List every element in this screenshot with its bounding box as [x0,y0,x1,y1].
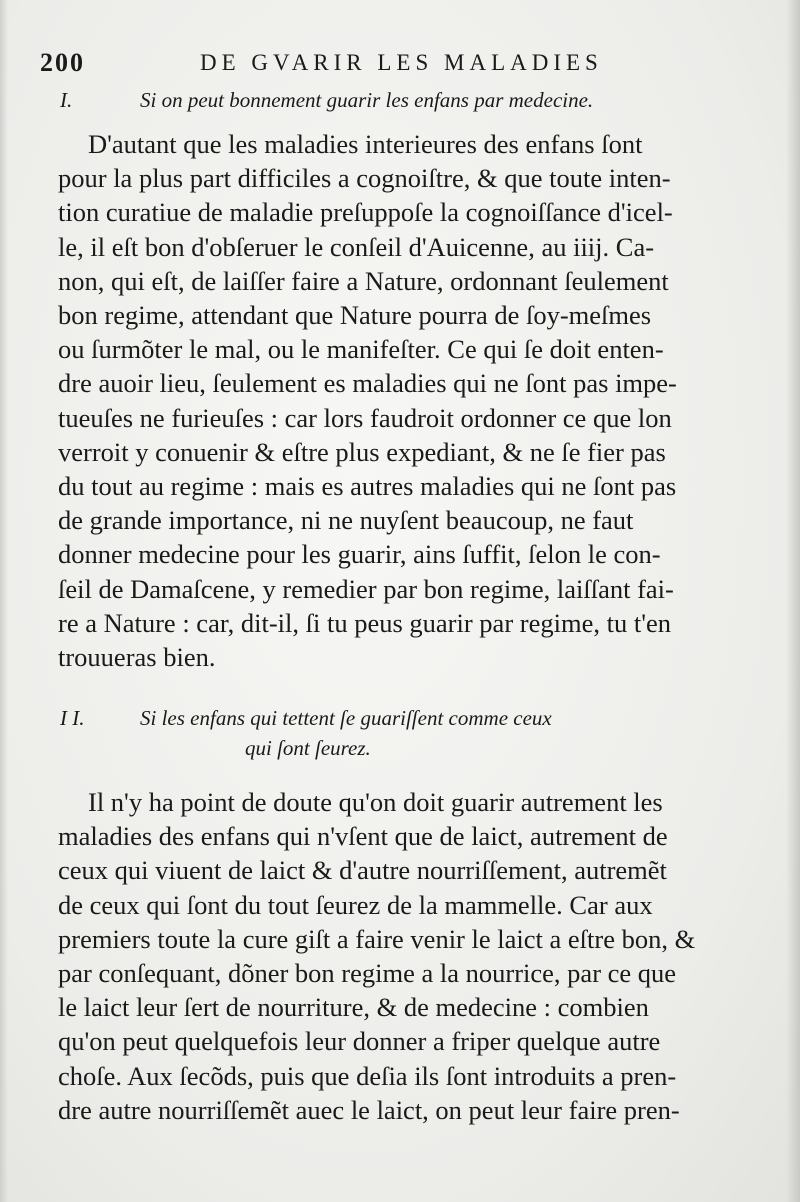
text-line: choſe. Aux ſecõds, puis que deſia ils ſont introduits a pren- [58,1060,677,1091]
chapter-number: I. [60,88,73,112]
text-line: le laict leur ſert de nourriture, & de medecine : combien [58,992,649,1023]
paragraph-1 [58,127,770,674]
paragraph-2 [58,785,770,1127]
text-line: non, qui eſt, de laiſſer faire a Nature, ordonnant ſeulement [58,265,669,296]
text-line: tueuſes ne furieuſes : car lors faudroit ordonner ce que lon [58,402,672,433]
page-left-edge [0,0,8,1202]
page-number: 200 [40,48,85,77]
text-line: du tout au regime : mais es autres maladies qui ne ſont pas [58,471,677,502]
page-gutter-shadow [786,0,800,1202]
text-line: par conſequant, dõner bon regime a la nourrice, par ce que [58,958,677,989]
text-line: ſeil de Damaſcene, y remedier par bon regime, laiſſant fai- [58,573,674,604]
text-line: maladies des enfans qui n'vſent que de laict, autrement de [58,821,668,852]
text-line: verroit y conuenir & eſtre plus expediant, & ne ſe fier pas [58,436,666,467]
running-head [40,48,760,84]
text-line: donner medecine pour les guarir, ains ſuffit, ſelon le con- [58,539,661,570]
text-line: D'autant que les maladies interieures des enfans ſont [88,129,643,159]
text-line: bon regime, attendant que Nature pourra de ſoy-meſmes [58,300,652,331]
text-line: de grande importance, ni ne nuyſent beaucoup, ne faut [58,505,634,536]
text-line: tion curatiue de maladie preſuppoſe la cognoiſſance d'icel- [58,197,673,228]
text-line: ceux qui viuent de laict & d'autre nourriſſement, autremẽt [58,855,667,886]
text-line: trouueras bien. [58,642,216,673]
text-line: le, il eſt bon d'obſeruer le conſeil d'Auicenne, au iiij. Ca- [58,231,655,262]
text-line: de ceux qui ſont du tout ſeurez de la mammelle. Car aux [58,889,653,920]
text-line: dre auoir lieu, ſeulement es maladies qui ne ſont pas impe- [58,368,677,399]
chapter-title: Si les enfans qui tettent ſe guariſſent comme ceux [140,706,552,730]
running-title: DE GVARIR LES MALADIES [200,50,603,75]
chapter-title: Si on peut bonnement guarir les enfans par medecine. [140,88,594,112]
text-line: qu'on peut quelquefois leur donner a friper quelque autre [58,1026,661,1057]
chapter-number: I I. [60,706,85,730]
chapter-heading-1 [60,88,750,113]
text-line: ou ſurmõter le mal, ou le manifeſter. Ce qui ſe doit enten- [58,334,664,365]
text-line: dre autre nourriſſemẽt auec le laict, on peut leur faire pren- [58,1094,680,1125]
chapter-title-continued: qui ſont ſeurez. [245,736,371,760]
text-line: re a Nature : car, dit-il, ſi tu peus guarir par regime, tu t'en [58,607,671,638]
chapter-heading-2 [60,706,750,760]
text-line: Il n'y ha point de doute qu'on doit guarir autrement les [88,787,663,817]
text-line: premiers toute la cure giſt a faire venir le laict a eſtre bon, & [58,923,696,954]
text-line: pour la plus part difficiles a cognoiſtre, & que toute inten- [58,163,671,194]
